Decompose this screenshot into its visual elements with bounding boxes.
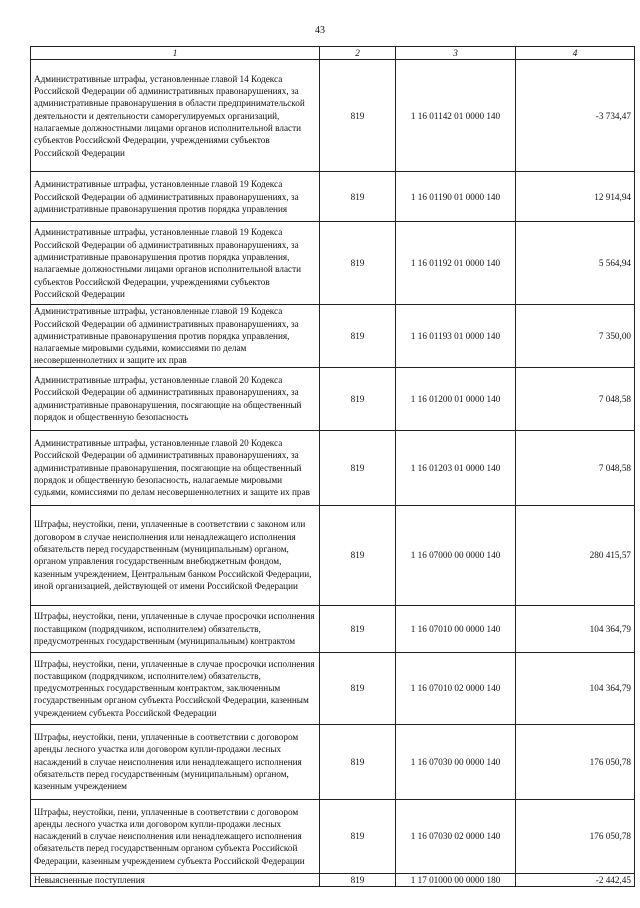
table-row bbox=[31, 505, 635, 605]
row-amount: -3 734,47 bbox=[516, 60, 635, 172]
table-row bbox=[31, 652, 635, 724]
row-budget-code: 1 16 01203 01 0000 140 bbox=[396, 430, 516, 505]
table-row bbox=[31, 605, 635, 652]
page-number: 43 bbox=[315, 25, 325, 36]
row-description: Административные штрафы, установленные главой 20 Кодекса Российской Федерации об административных правонарушениях, за административные правонарушения, посягающие на общественный порядок и общественную безопасность, налагаемые мировыми судьями, комиссиями по делам несовершеннолетних и защите их прав bbox=[31, 430, 320, 505]
row-admin-code: 819 bbox=[320, 367, 396, 430]
row-admin-code: 819 bbox=[320, 724, 396, 799]
row-admin-code: 819 bbox=[320, 605, 396, 652]
row-description: Штрафы, неустойки, пени, уплаченные в случае просрочки исполнения поставщиком (подрядчиком, исполнителем) обязательств, предусмотренных государственным контрактом, заключенным государственным органом субъекта Российской Федерации, казенным учреждением субъекта Российской Федерации bbox=[31, 652, 320, 724]
row-description: Штрафы, неустойки, пени, уплаченные в соответствии с законом или договором в случае неисполнения или ненадлежащего исполнения обязательств перед государственным (муниципальным) органом, органом управления государственным внебюджетным фондом, казенным учреждением, Центральным банком Российской Федерации, иной организацией, действующей от имени Российской Федерации bbox=[31, 505, 320, 605]
header-col-1: 1 bbox=[31, 47, 320, 60]
table-header-row bbox=[31, 47, 635, 60]
row-description: Административные штрафы, установленные главой 20 Кодекса Российской Федерации об административных правонарушениях, за административные правонарушения, посягающие на общественный порядок и общественную безопасность bbox=[31, 367, 320, 430]
row-admin-code: 819 bbox=[320, 430, 396, 505]
table-row bbox=[31, 873, 635, 886]
row-admin-code: 819 bbox=[320, 60, 396, 172]
row-amount: -2 442,45 bbox=[516, 873, 635, 886]
row-budget-code: 1 16 07000 00 0000 140 bbox=[396, 505, 516, 605]
table-row bbox=[31, 222, 635, 305]
row-admin-code: 819 bbox=[320, 305, 396, 367]
revenue-table bbox=[30, 46, 635, 887]
row-description: Штрафы, неустойки, пени, уплаченные в соответствии с договором аренды лесного участка или договором купли-продажи лесных насаждений в случае неисполнения или ненадлежащего исполнения обязательств перед государственным (муниципальным) органом, казенным учреждением bbox=[31, 724, 320, 799]
row-amount: 176 050,78 bbox=[516, 724, 635, 799]
row-amount: 104 364,79 bbox=[516, 652, 635, 724]
row-budget-code: 1 16 07010 02 0000 140 bbox=[396, 652, 516, 724]
row-budget-code: 1 16 01142 01 0000 140 bbox=[396, 60, 516, 172]
row-budget-code: 1 16 07030 02 0000 140 bbox=[396, 799, 516, 873]
table-row bbox=[31, 172, 635, 222]
row-amount: 7 048,58 bbox=[516, 367, 635, 430]
row-description: Невыясненные поступления bbox=[31, 873, 320, 886]
row-amount: 7 350,00 bbox=[516, 305, 635, 367]
row-description: Административные штрафы, установленные главой 19 Кодекса Российской Федерации об административных правонарушениях, за административные правонарушения против порядка управления bbox=[31, 172, 320, 222]
row-admin-code: 819 bbox=[320, 222, 396, 305]
row-admin-code: 819 bbox=[320, 799, 396, 873]
row-description: Штрафы, неустойки, пени, уплаченные в случае просрочки исполнения поставщиком (подрядчиком, исполнителем) обязательств, предусмотренных государственным (муниципальным) контрактом bbox=[31, 605, 320, 652]
table-row bbox=[31, 60, 635, 172]
row-amount: 7 048,58 bbox=[516, 430, 635, 505]
row-amount: 176 050,78 bbox=[516, 799, 635, 873]
row-description: Штрафы, неустойки, пени, уплаченные в соответствии с договором аренды лесного участка или договором купли-продажи лесных насаждений в случае неисполнения или ненадлежащего исполнения обязательств перед государственным органом субъекта Российской Федерации, казенным учреждением субъекта Российской Федерации bbox=[31, 799, 320, 873]
row-budget-code: 1 16 01200 01 0000 140 bbox=[396, 367, 516, 430]
header-col-3: 3 bbox=[396, 47, 516, 60]
row-admin-code: 819 bbox=[320, 652, 396, 724]
row-amount: 280 415,57 bbox=[516, 505, 635, 605]
row-description: Административные штрафы, установленные главой 19 Кодекса Российской Федерации об административных правонарушениях, за административные правонарушения против порядка управления, налагаемые мировыми судьями, комиссиями по делам несовершеннолетних и защите их прав bbox=[31, 305, 320, 367]
row-budget-code: 1 16 07030 00 0000 140 bbox=[396, 724, 516, 799]
row-budget-code: 1 16 07010 00 0000 140 bbox=[396, 605, 516, 652]
row-amount: 5 564,94 bbox=[516, 222, 635, 305]
table-row bbox=[31, 367, 635, 430]
row-budget-code: 1 16 01193 01 0000 140 bbox=[396, 305, 516, 367]
header-col-4: 4 bbox=[516, 47, 635, 60]
row-amount: 12 914,94 bbox=[516, 172, 635, 222]
row-admin-code: 819 bbox=[320, 873, 396, 886]
header-col-2: 2 bbox=[320, 47, 396, 60]
row-description: Административные штрафы, установленные главой 14 Кодекса Российской Федерации об административных правонарушениях, за административные правонарушения в области предпринимательской деятельности и деятельности саморегулируемых организаций, налагаемые должностными лицами органов исполнительной власти субъектов Российской Федерации, учреждениями субъектов Российской Федерации bbox=[31, 60, 320, 172]
row-budget-code: 1 17 01000 00 0000 180 bbox=[396, 873, 516, 886]
row-admin-code: 819 bbox=[320, 505, 396, 605]
row-budget-code: 1 16 01190 01 0000 140 bbox=[396, 172, 516, 222]
table-row bbox=[31, 305, 635, 367]
table-row bbox=[31, 724, 635, 799]
row-budget-code: 1 16 01192 01 0000 140 bbox=[396, 222, 516, 305]
row-admin-code: 819 bbox=[320, 172, 396, 222]
row-amount: 104 364,79 bbox=[516, 605, 635, 652]
row-description: Административные штрафы, установленные главой 19 Кодекса Российской Федерации об административных правонарушениях, за административные правонарушения против порядка управления, налагаемые должностными лицами органов исполнительной власти субъектов Российской Федерации, учреждениями субъектов Российской Федерации bbox=[31, 222, 320, 305]
table-row bbox=[31, 430, 635, 505]
table-row bbox=[31, 799, 635, 873]
